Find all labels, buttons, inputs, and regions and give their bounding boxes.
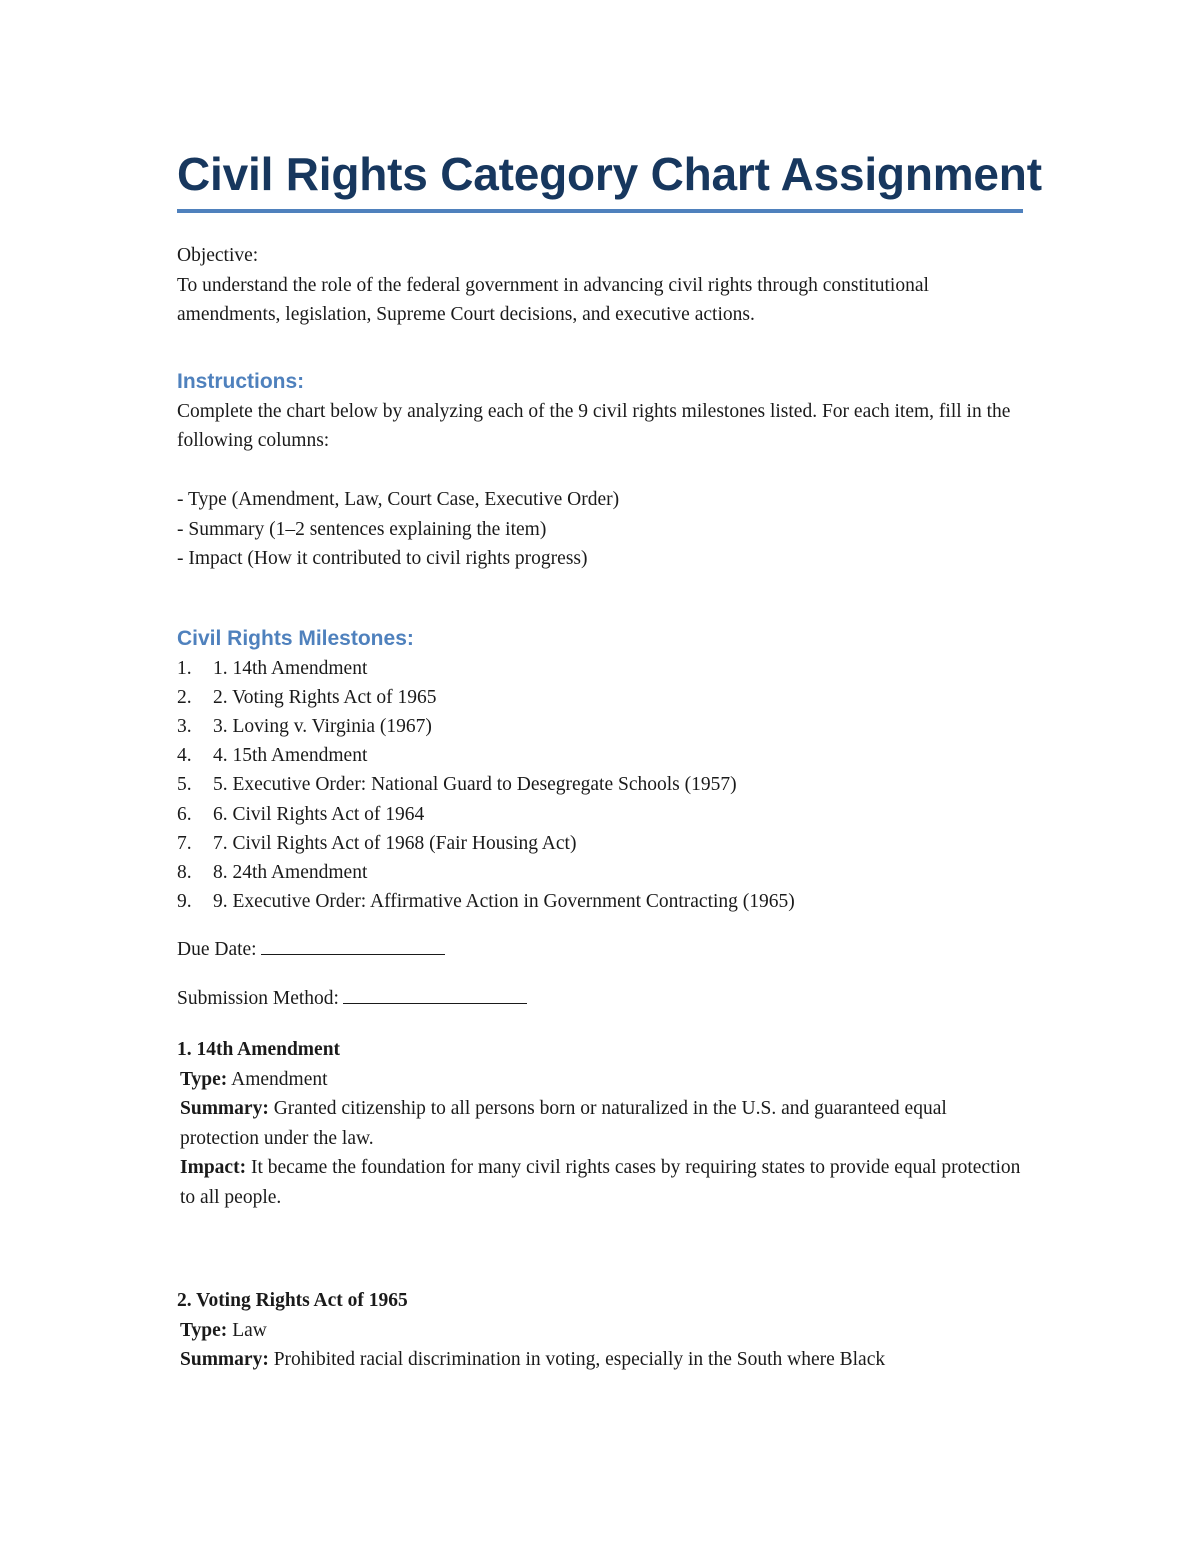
title-underline	[177, 209, 1023, 213]
entry-summary	[177, 1094, 1023, 1153]
instructions-intro: Complete the chart below by analyzing each of the 9 civil rights milestones listed. For each item, fill in the following columns:	[177, 400, 1011, 451]
entry-title: 1. 14th Amendment	[177, 1039, 341, 1061]
instruction-column-impact: - Impact (How it contributed to civil rights progress)	[177, 548, 588, 569]
submission-method-blank[interactable]	[343, 983, 527, 1004]
list-number: 2.	[177, 686, 192, 708]
due-date-label: Due Date:	[177, 939, 257, 961]
entry-type	[177, 1316, 1023, 1346]
objective-text: To understand the role of the federal government in advancing civil rights through constitutional amendments, legislation, Supreme Court decisions, and executive actions.	[177, 274, 929, 325]
document-content	[177, 142, 1042, 1375]
instruction-column-summary: - Summary (1–2 sentences explaining the item)	[177, 518, 547, 540]
impact-label: Impact:	[180, 1157, 247, 1179]
milestone-entry	[177, 1286, 1023, 1375]
list-item	[177, 829, 1023, 858]
page-title: Civil Rights Category Chart Assignment	[177, 148, 1042, 200]
list-number: 1.	[177, 657, 192, 679]
list-text: 8. 24th Amendment	[213, 861, 368, 883]
list-number: 8.	[177, 861, 192, 883]
list-number: 4.	[177, 745, 192, 767]
summary-value: Granted citizenship to all persons born or naturalized in the U.S. and guaranteed equal protection under the law.	[180, 1098, 947, 1149]
type-value: Law	[232, 1319, 267, 1341]
list-number: 5.	[177, 774, 192, 796]
list-text: 6. Civil Rights Act of 1964	[213, 803, 425, 825]
instruction-column-type: - Type (Amendment, Law, Court Case, Executive Order)	[177, 489, 620, 510]
type-label: Type:	[180, 1068, 228, 1090]
summary-label: Summary:	[180, 1349, 269, 1371]
summary-label: Summary:	[180, 1098, 269, 1120]
list-item	[177, 800, 1023, 829]
milestone-entry	[177, 1035, 1023, 1212]
list-item	[177, 741, 1023, 770]
list-text: 3. Loving v. Virginia (1967)	[213, 715, 432, 737]
summary-value: Prohibited racial discrimination in voting, especially in the South where Black	[273, 1349, 886, 1371]
submission-method-label: Submission Method:	[177, 987, 339, 1009]
list-number: 3.	[177, 715, 192, 737]
list-item	[177, 712, 1023, 741]
spacer	[177, 456, 1023, 486]
list-item	[177, 770, 1023, 799]
list-text: 2. Voting Rights Act of 1965	[213, 686, 437, 708]
list-text: 4. 15th Amendment	[213, 745, 368, 767]
type-value: Amendment	[231, 1068, 328, 1090]
objective-section	[177, 241, 1023, 330]
type-label: Type:	[180, 1319, 228, 1341]
list-text: 1. 14th Amendment	[213, 657, 368, 679]
due-date-blank[interactable]	[261, 934, 445, 955]
entry-summary	[177, 1345, 1023, 1375]
milestones-heading: Civil Rights Milestones:	[177, 626, 414, 650]
instructions-section	[177, 397, 1023, 574]
entry-title: 2. Voting Rights Act of 1965	[177, 1290, 408, 1312]
list-item	[177, 887, 1023, 916]
entry-impact	[177, 1153, 1023, 1212]
due-date-field	[177, 934, 1023, 965]
list-number: 7.	[177, 832, 192, 854]
list-number: 9.	[177, 891, 192, 913]
impact-value: It became the foundation for many civil rights cases by requiring states to provide equal protection to all people.	[180, 1157, 1021, 1208]
list-text: 7. Civil Rights Act of 1968 (Fair Housing Act)	[213, 832, 577, 854]
list-text: 5. Executive Order: National Guard to Desegregate Schools (1957)	[213, 774, 737, 796]
list-item	[177, 683, 1023, 712]
list-item	[177, 858, 1023, 887]
entry-type	[177, 1065, 1023, 1095]
instructions-heading: Instructions:	[177, 369, 305, 393]
list-text: 9. Executive Order: Affirmative Action in Government Contracting (1965)	[213, 891, 795, 913]
list-number: 6.	[177, 803, 192, 825]
list-item	[177, 654, 1023, 683]
milestones-list	[177, 654, 1023, 917]
objective-label: Objective:	[177, 245, 259, 266]
submission-method-field	[177, 983, 1023, 1014]
